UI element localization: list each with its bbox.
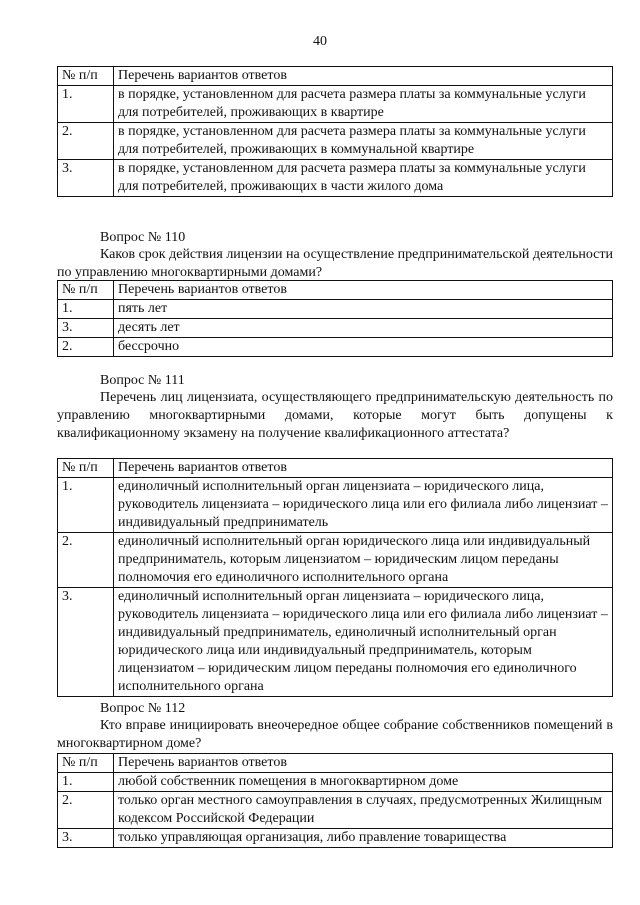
- question-111-text: Перечень лиц лицензиата, осуществляющего предпринимательскую деятельность по управлению многоквартирными домами, которые могут быть допущены к квалификационному экзамену на получение квалификационного аттестата?: [57, 390, 613, 441]
- answers-table-111: [57, 458, 613, 697]
- row-text: десять лет: [114, 319, 613, 338]
- table-row: [58, 588, 613, 697]
- table-row: [58, 792, 613, 829]
- row-text: пять лет: [114, 300, 613, 319]
- header-answers: Перечень вариантов ответов: [114, 67, 613, 86]
- row-num: 3.: [58, 160, 114, 197]
- table-row: [58, 829, 613, 848]
- table-header-row: [58, 281, 613, 300]
- row-num: 1.: [58, 773, 114, 792]
- row-num: 1.: [58, 478, 114, 533]
- row-text: единоличный исполнительный орган лицензиата – юридического лица, руководитель лицензиата – юридического лица или его филиала либо лицензиат – индивидуальный предприниматель: [114, 478, 613, 533]
- row-num: 2.: [58, 792, 114, 829]
- table-row: [58, 533, 613, 588]
- header-num: № п/п: [58, 459, 114, 478]
- table-row: [58, 338, 613, 357]
- table-header-row: [58, 754, 613, 773]
- row-num: 2.: [58, 338, 114, 357]
- row-num: 3.: [58, 829, 114, 848]
- row-num: 3.: [58, 588, 114, 697]
- row-num: 2.: [58, 123, 114, 160]
- question-110-title: Вопрос № 110: [100, 230, 186, 245]
- row-text: только орган местного самоуправления в случаях, предусмотренных Жилищным кодексом Российской Федерации: [114, 792, 613, 829]
- row-text: в порядке, установленном для расчета размера платы за коммунальные услуги для потребителей, проживающих в части жилого дома: [114, 160, 613, 197]
- answers-table-112: [57, 753, 613, 848]
- row-num: 2.: [58, 533, 114, 588]
- page-number: 40: [313, 34, 327, 49]
- header-answers: Перечень вариантов ответов: [114, 281, 613, 300]
- question-112-text: Кто вправе инициировать внеочередное общее собрание собственников помещений в многоквартирном доме?: [57, 718, 613, 751]
- header-answers: Перечень вариантов ответов: [114, 754, 613, 773]
- row-num: 1.: [58, 86, 114, 123]
- header-num: № п/п: [58, 281, 114, 300]
- row-text: единоличный исполнительный орган лицензиата – юридического лица, руководитель лицензиата – юридического лица или его филиала либо лицензиат – индивидуальный предприниматель, единоличный исполнительный орган юридического лица или индивидуальный предприниматель, которым лицензиатом – юридическим лицом переданы полномочия его единоличного исполнительного органа: [114, 588, 613, 697]
- row-text: в порядке, установленном для расчета размера платы за коммунальные услуги для потребителей, проживающих в квартире: [114, 86, 613, 123]
- row-text: единоличный исполнительный орган юридического лица или индивидуальный предприниматель, которым лицензиатом – юридическим лицом переданы полномочия его единоличного исполнительного органа: [114, 533, 613, 588]
- table-row: [58, 300, 613, 319]
- table-header-row: [58, 67, 613, 86]
- row-text: в порядке, установленном для расчета размера платы за коммунальные услуги для потребителей, проживающих в коммунальной квартире: [114, 123, 613, 160]
- row-text: бессрочно: [114, 338, 613, 357]
- table-row: [58, 478, 613, 533]
- header-num: № п/п: [58, 754, 114, 773]
- row-num: 3.: [58, 319, 114, 338]
- header-answers: Перечень вариантов ответов: [114, 459, 613, 478]
- answers-table-continued: [57, 66, 613, 197]
- table-row: [58, 160, 613, 197]
- table-row: [58, 86, 613, 123]
- table-row: [58, 319, 613, 338]
- question-111-title: Вопрос № 111: [100, 373, 185, 388]
- row-text: только управляющая организация, либо правление товарищества: [114, 829, 613, 848]
- row-num: 1.: [58, 300, 114, 319]
- question-110-text: Каков срок действия лицензии на осуществление предпринимательской деятельности по управлению многоквартирными домами?: [57, 247, 613, 280]
- question-112-title: Вопрос № 112: [100, 701, 186, 716]
- row-text: любой собственник помещения в многоквартирном доме: [114, 773, 613, 792]
- answers-table-110: [57, 280, 613, 357]
- table-row: [58, 773, 613, 792]
- table-header-row: [58, 459, 613, 478]
- table-row: [58, 123, 613, 160]
- header-num: № п/п: [58, 67, 114, 86]
